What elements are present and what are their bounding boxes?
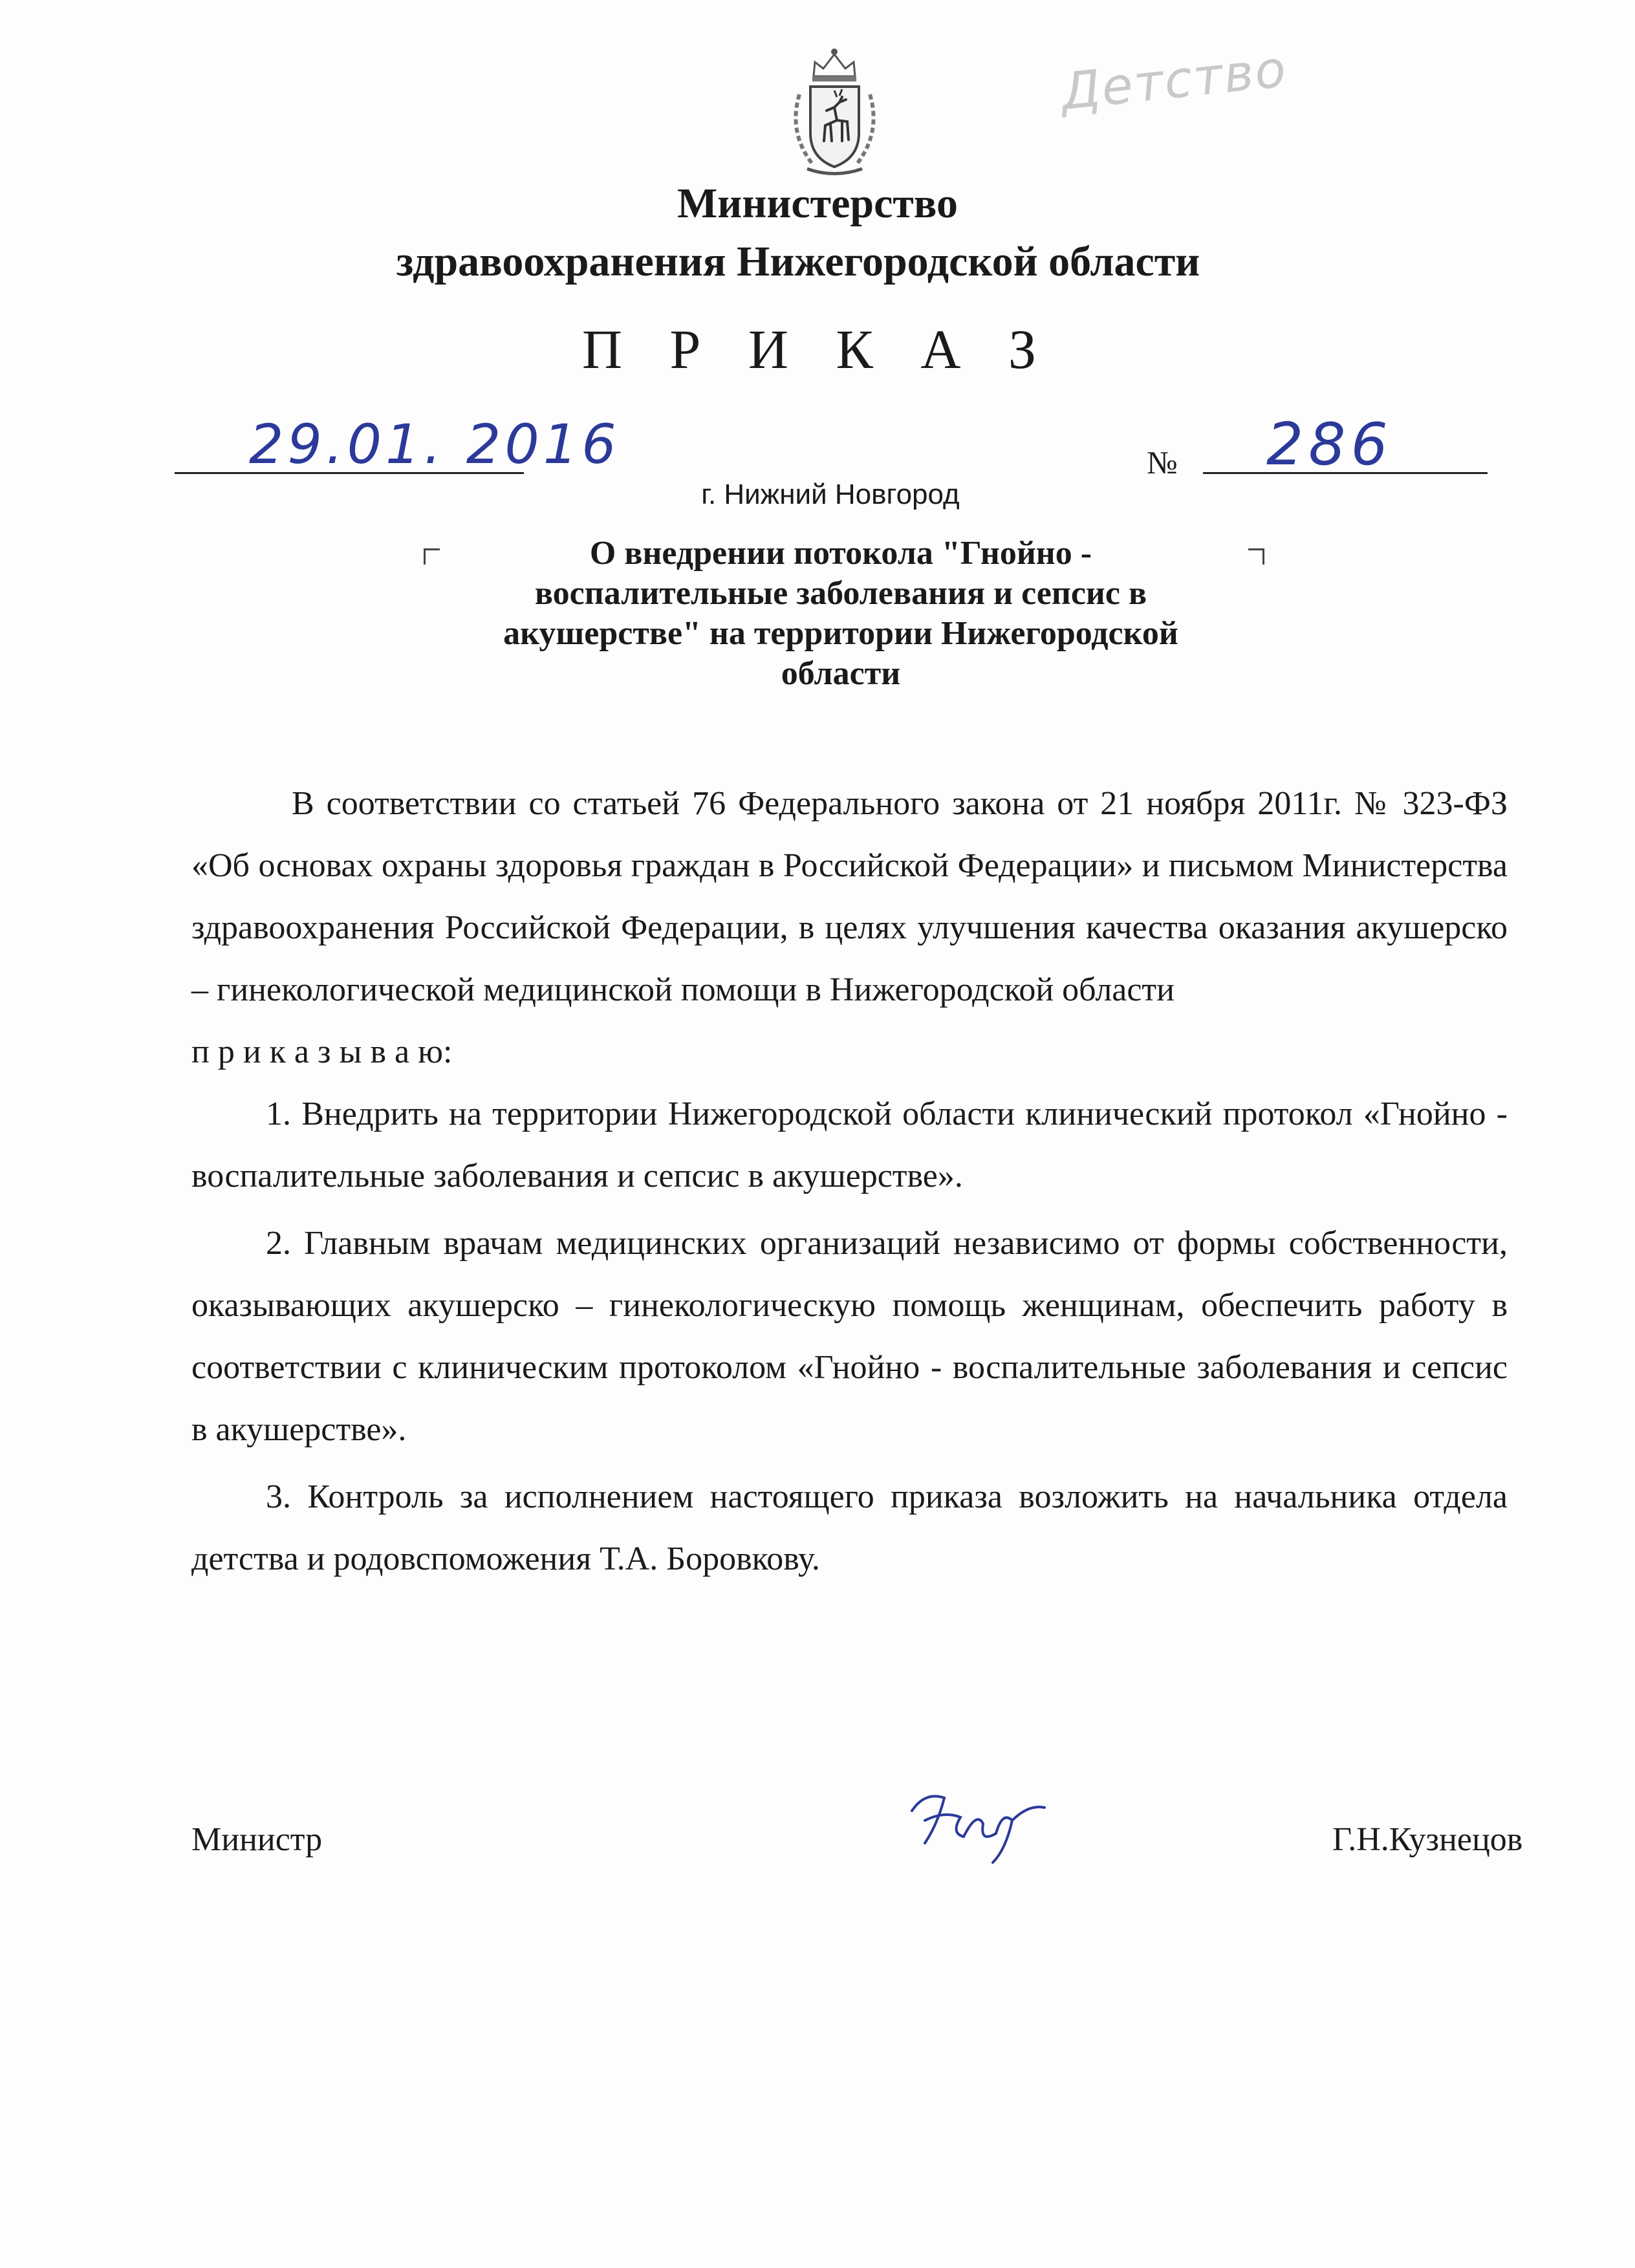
signatory-name: Г.Н.Кузнецов — [1332, 1821, 1523, 1858]
city-label: г. Нижний Новгород — [701, 479, 960, 510]
subject-bracket-left — [424, 548, 440, 565]
subject-line: области — [781, 655, 901, 692]
order-number: 286 — [1266, 411, 1393, 479]
ministry-name-line2: здравоохранения Нижегородской области — [396, 238, 1200, 285]
nizhny-novgorod-coat-of-arms-icon — [775, 43, 894, 182]
order-item: 2. Главным врачам медицинских организаций независимо от формы собственности, оказывающих акушерско – гинекологическую помощь женщинам, обеспечить работу в соответствии с клиническим протоколом «Гнойно - воспалительные заболевания и сепсис в акушерстве». — [191, 1225, 1508, 1448]
document-type-title: П Р И К А З — [581, 318, 1054, 380]
order-body — [191, 773, 1508, 1590]
order-item: 3. Контроль за исполнением настоящего приказа возложить на начальника отдела детства и родовспоможения Т.А. Боровкову. — [191, 1478, 1508, 1577]
signatory-title: Министр — [191, 1821, 323, 1858]
preamble-paragraph: В соответствии со статьей 76 Федерального закона от 21 ноября 2011г. № 323-ФЗ «Об основах охраны здоровья граждан в Российской Федерации» и письмом Министерства здравоохранения Российской Федерации, в целях улучшения качества оказания акушерско – гинекологической медицинской помощи в Нижегородской области — [191, 785, 1508, 1008]
number-underline — [1203, 472, 1488, 474]
subject-line: воспалительные заболевания и сепсис в — [534, 575, 1147, 612]
order-item: 1. Внедрить на территории Нижегородской области клинический протокол «Гнойно - воспалительные заболевания и сепсис в акушерстве». — [191, 1096, 1508, 1194]
order-date: 29.01. 2016 — [249, 413, 620, 476]
subject-bracket-right — [1248, 548, 1264, 565]
order-word: п р и к а з ы в а ю: — [191, 1033, 453, 1070]
date-underline — [175, 472, 524, 474]
order-subject — [446, 534, 1235, 694]
handwritten-note: Детство — [1058, 39, 1290, 122]
number-sign: № — [1147, 444, 1178, 481]
subject-line: О внедрении потокола "Гнойно - — [589, 535, 1092, 572]
handwritten-signature — [899, 1772, 1054, 1869]
ministry-name-line1: Министерство — [677, 180, 958, 227]
subject-line: акушерстве" на территории Нижегородской — [503, 615, 1178, 652]
